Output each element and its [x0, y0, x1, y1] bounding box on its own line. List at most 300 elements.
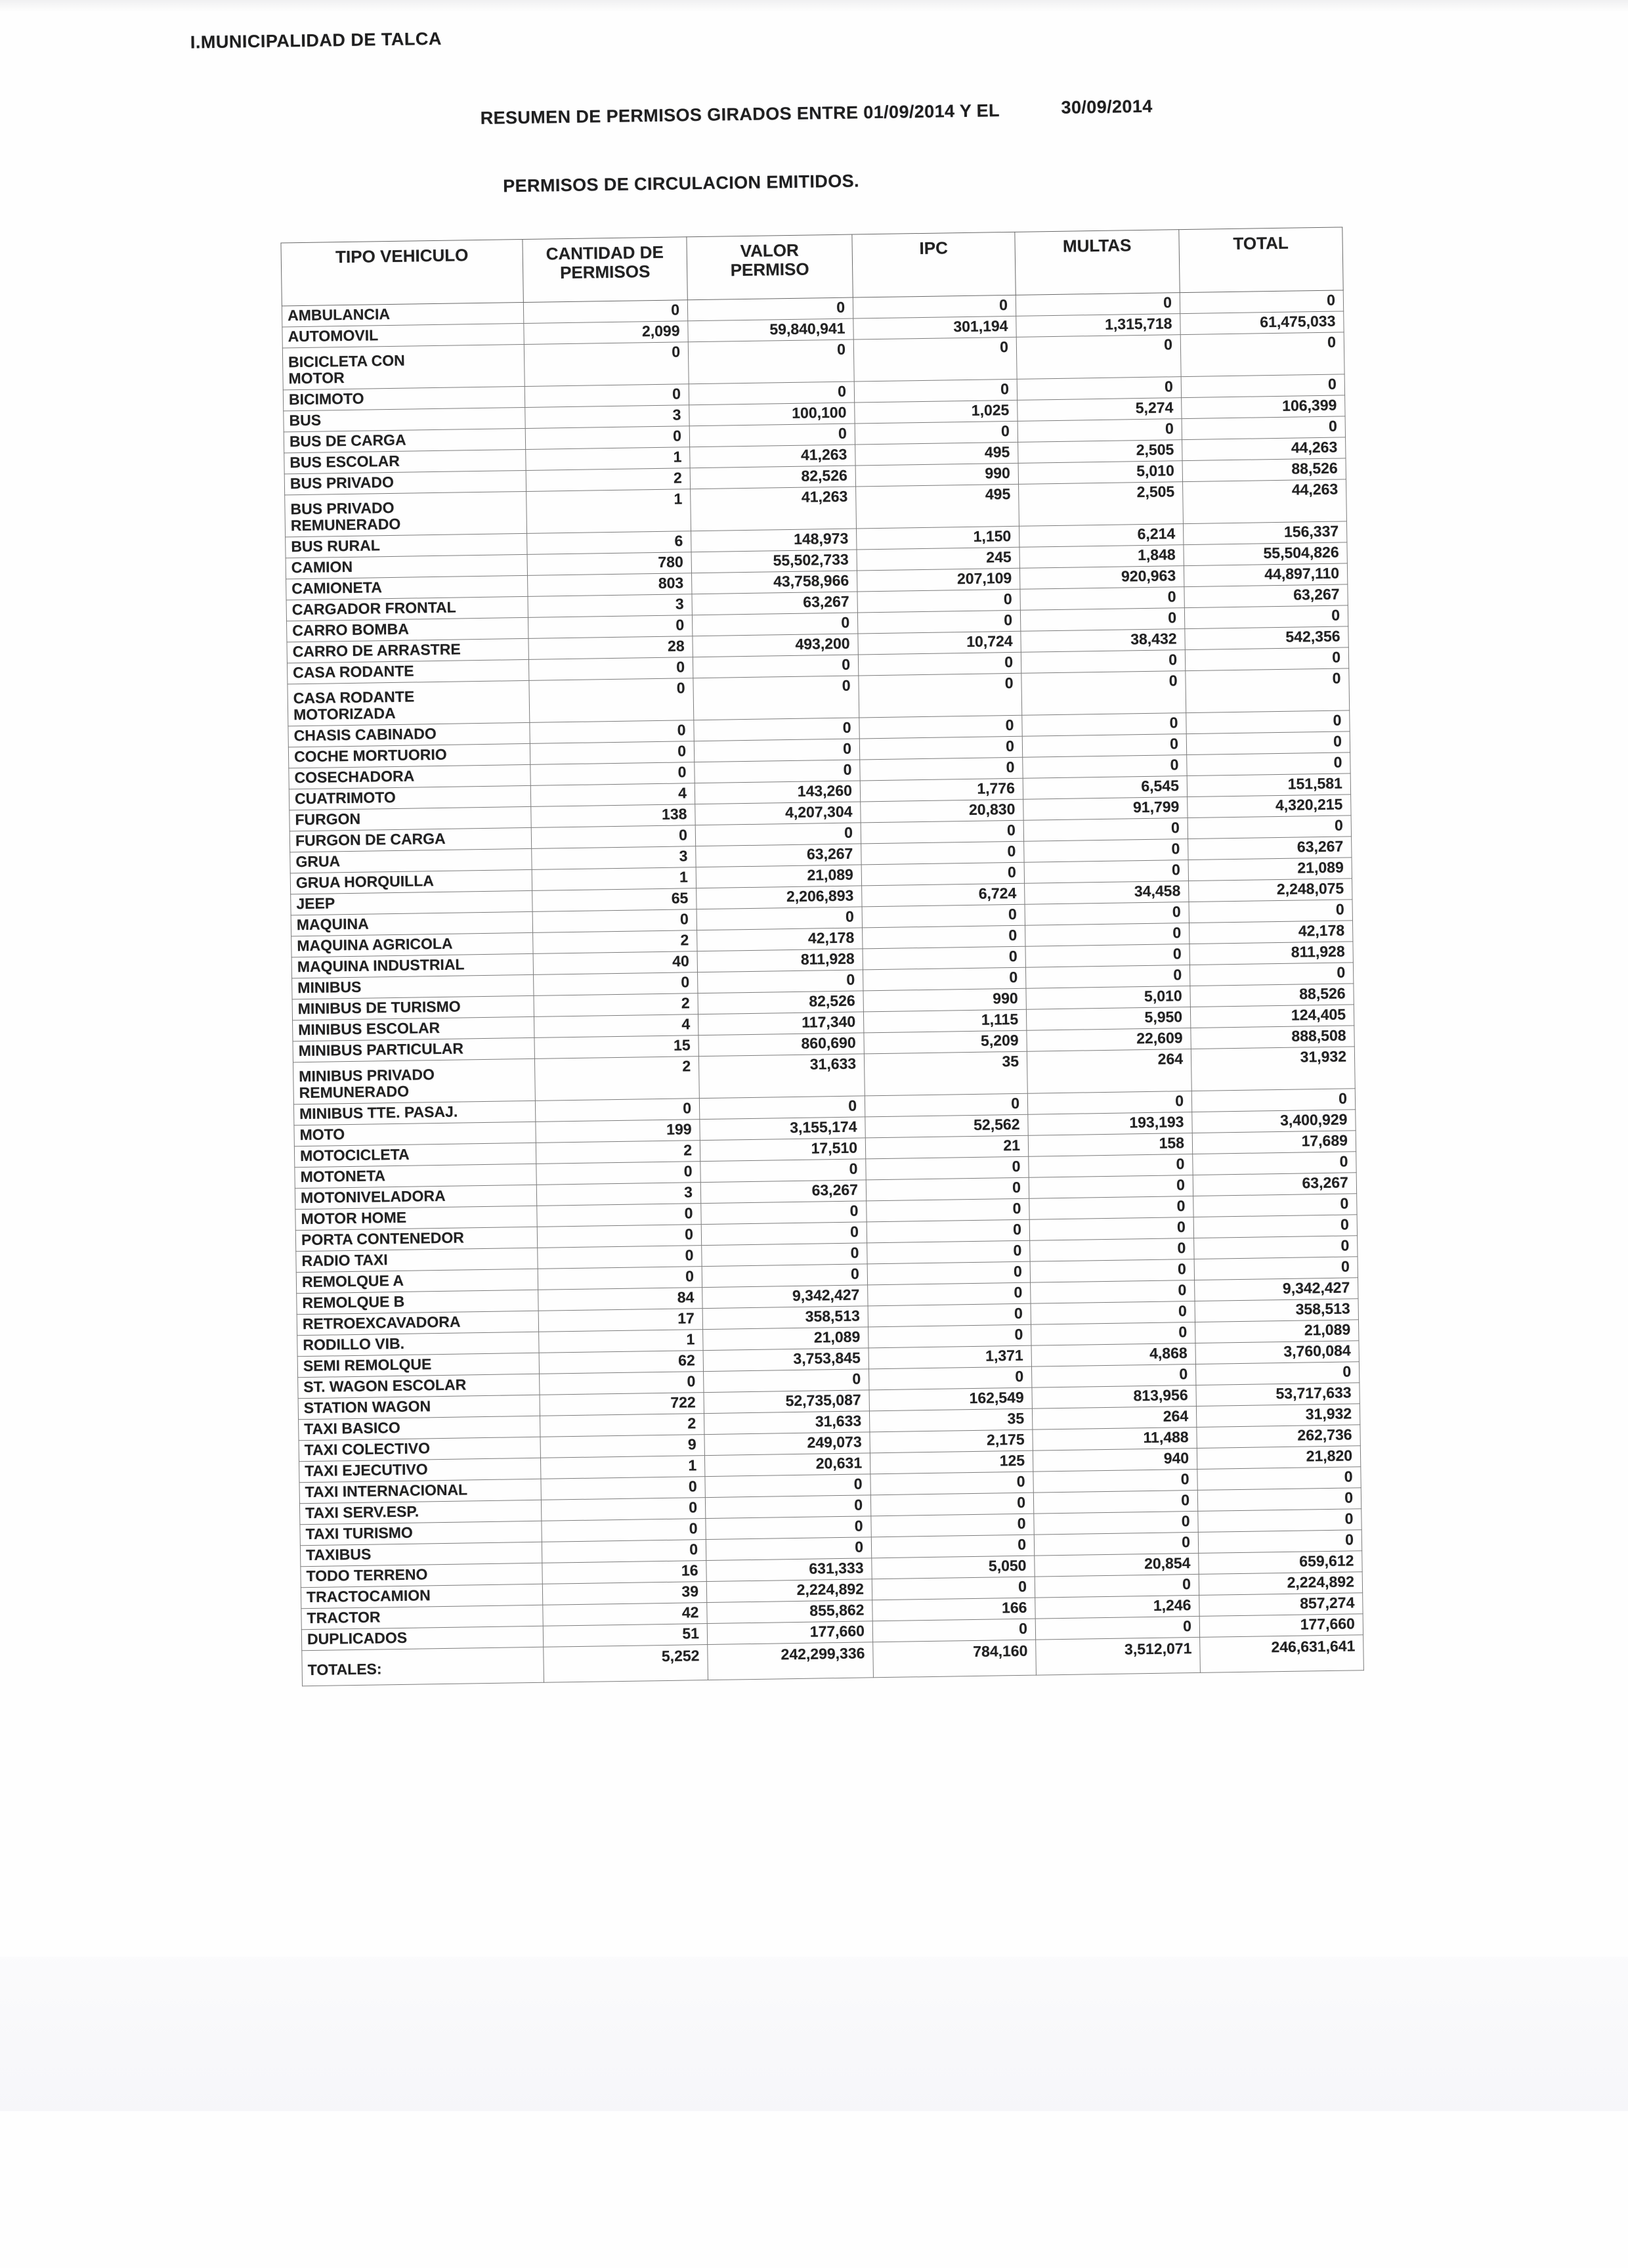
vehicle-type-cell: TAXI COLECTIVO	[299, 1437, 540, 1461]
header-multas: MULTAS	[1015, 230, 1180, 295]
value-cell: 0	[857, 589, 1020, 613]
vehicle-type-cell: CARRO DE ARRASTRE	[287, 638, 528, 663]
value-cell: 20,854	[1035, 1553, 1199, 1577]
value-cell: 166	[872, 1598, 1035, 1621]
value-cell: 0	[857, 610, 1020, 634]
vehicle-type-cell: REMOLQUE B	[297, 1290, 538, 1314]
value-cell: 0	[706, 1516, 871, 1540]
value-cell: 1,371	[868, 1345, 1031, 1369]
value-cell: 207,109	[857, 568, 1019, 592]
value-cell: 1,115	[863, 1009, 1026, 1033]
value-cell: 857,274	[1199, 1593, 1363, 1617]
value-cell: 59,840,941	[688, 318, 853, 342]
value-cell: 1,150	[857, 526, 1019, 550]
value-cell: 0	[1195, 1362, 1359, 1385]
value-cell: 0	[1021, 650, 1185, 674]
value-cell: 0	[858, 652, 1021, 676]
vehicle-type-cell: TOTALES:	[302, 1647, 544, 1686]
value-cell: 1	[539, 1330, 703, 1353]
value-cell: 2	[536, 1141, 700, 1164]
value-cell: 811,928	[697, 949, 863, 972]
value-cell: 42	[543, 1603, 707, 1626]
value-cell: 3,760,084	[1195, 1341, 1359, 1364]
value-cell: 1,848	[1019, 545, 1184, 569]
value-cell: 52,735,087	[704, 1390, 869, 1414]
value-cell: 0	[1185, 647, 1348, 671]
value-cell: 0	[536, 1162, 700, 1185]
value-cell: 55,502,733	[691, 550, 857, 573]
value-cell: 2	[526, 468, 690, 492]
header-tipo-vehiculo: TIPO VEHICULO	[281, 239, 523, 305]
vehicle-type-cell: TAXI EJECUTIVO	[299, 1458, 541, 1482]
value-cell: 493,200	[693, 634, 858, 657]
value-cell: 0	[1187, 752, 1350, 776]
value-cell: 40	[533, 951, 697, 975]
value-cell: 0	[540, 1372, 704, 1395]
value-cell: 0	[525, 384, 689, 408]
value-cell: 0	[868, 1324, 1031, 1348]
value-cell: 0	[1198, 1509, 1361, 1533]
value-cell: 199	[536, 1120, 700, 1143]
value-cell: 0	[1194, 1257, 1358, 1280]
value-cell: 0	[861, 820, 1023, 844]
vehicle-type-cell: CHASIS CABINADO	[288, 722, 530, 747]
value-cell: 0	[696, 907, 862, 930]
permits-summary-table	[280, 227, 1363, 1686]
value-cell: 0	[863, 946, 1025, 970]
value-cell: 0	[524, 342, 689, 387]
value-cell: 242,299,336	[708, 1642, 874, 1680]
value-cell: 0	[1180, 290, 1343, 314]
value-cell: 65	[532, 888, 696, 912]
value-cell: 53,717,633	[1196, 1383, 1360, 1407]
value-cell: 0	[1033, 1469, 1197, 1493]
value-cell: 0	[1021, 671, 1186, 716]
value-cell: 0	[1182, 416, 1345, 440]
value-cell: 2	[534, 1057, 699, 1101]
table-body	[282, 290, 1363, 1686]
value-cell: 0	[1181, 374, 1344, 398]
value-cell: 0	[528, 657, 693, 681]
value-cell: 3	[525, 405, 689, 429]
value-cell: 990	[855, 463, 1018, 487]
vehicle-type-cell: BICIMOTO	[283, 386, 525, 410]
value-cell: 803	[528, 573, 692, 597]
value-cell: 0	[704, 1369, 869, 1393]
value-cell: 0	[698, 970, 863, 993]
value-cell: 6,545	[1023, 776, 1187, 800]
vehicle-type-cell: TAXI SERV.ESP.	[299, 1500, 541, 1524]
value-cell: 52,562	[865, 1114, 1028, 1138]
value-cell: 91,799	[1023, 797, 1188, 821]
value-cell: 21,089	[703, 1327, 868, 1351]
value-cell: 4,320,215	[1188, 795, 1351, 818]
value-cell: 2	[534, 993, 698, 1017]
value-cell: 249,073	[704, 1432, 870, 1456]
value-cell: 88,526	[1182, 458, 1346, 482]
value-cell: 4	[530, 783, 695, 807]
value-cell: 0	[1029, 1154, 1193, 1178]
vehicle-type-cell: GRUA HORQUILLA	[290, 869, 532, 894]
value-cell: 0	[868, 1303, 1031, 1327]
value-cell: 0	[866, 1156, 1029, 1180]
value-cell: 22,609	[1027, 1028, 1191, 1052]
value-cell: 35	[869, 1408, 1032, 1432]
value-cell: 5,209	[864, 1030, 1027, 1054]
value-cell: 0	[872, 1577, 1035, 1600]
value-cell: 0	[1186, 710, 1350, 734]
value-cell: 0	[862, 904, 1025, 928]
value-cell: 0	[1022, 734, 1186, 758]
value-cell: 0	[854, 379, 1017, 403]
value-cell: 860,690	[698, 1033, 864, 1057]
value-cell: 722	[540, 1393, 704, 1416]
value-cell: 0	[531, 825, 695, 849]
value-cell: 28	[528, 636, 693, 660]
value-cell: 82,526	[690, 466, 855, 489]
value-cell: 0	[702, 1243, 867, 1267]
value-cell: 0	[1193, 1194, 1357, 1217]
value-cell: 301,194	[853, 316, 1016, 339]
value-cell: 245	[857, 547, 1019, 571]
value-cell: 0	[701, 1222, 867, 1246]
value-cell: 1	[540, 1456, 704, 1479]
vehicle-type-cell: CASA RODANTE	[287, 659, 528, 684]
value-cell: 0	[1020, 608, 1184, 632]
value-cell: 5,010	[1018, 461, 1182, 485]
value-cell: 2,248,075	[1189, 879, 1352, 902]
value-cell: 62	[539, 1351, 703, 1374]
value-cell: 0	[853, 295, 1016, 318]
value-cell: 0	[1035, 1616, 1199, 1640]
value-cell: 63,267	[1184, 584, 1348, 608]
value-cell: 0	[1030, 1259, 1194, 1282]
vehicle-type-cell: RODILLO VIB.	[297, 1332, 539, 1356]
vehicle-type-cell: SEMI REMOLQUE	[297, 1353, 539, 1377]
value-cell: 3,155,174	[700, 1117, 865, 1141]
value-cell: 20,631	[704, 1453, 870, 1477]
value-cell: 542,356	[1185, 626, 1348, 650]
value-cell: 3,753,845	[703, 1348, 868, 1372]
value-cell: 0	[1023, 818, 1188, 842]
value-cell: 0	[863, 967, 1025, 991]
vehicle-type-cell: BUS PRIVADO	[284, 470, 526, 494]
value-cell: 0	[859, 673, 1022, 718]
value-cell: 17,689	[1192, 1131, 1356, 1154]
value-cell: 0	[1186, 668, 1350, 713]
value-cell: 0	[693, 676, 859, 720]
value-cell: 0	[1025, 944, 1189, 968]
value-cell: 0	[530, 741, 694, 765]
value-cell: 0	[869, 1366, 1032, 1390]
value-cell: 148,973	[691, 529, 857, 552]
value-cell: 0	[1029, 1196, 1193, 1219]
value-cell: 0	[1025, 923, 1189, 947]
value-cell: 0	[1184, 605, 1348, 629]
value-cell: 38,432	[1021, 629, 1185, 653]
value-cell: 10,724	[858, 631, 1021, 655]
value-cell: 0	[525, 426, 689, 450]
value-cell: 0	[1198, 1530, 1361, 1554]
value-cell: 0	[871, 1514, 1034, 1537]
value-cell: 44,263	[1183, 479, 1347, 524]
vehicle-type-cell: TRACTOR	[301, 1605, 543, 1629]
value-cell: 0	[1193, 1152, 1356, 1175]
value-cell: 5,274	[1018, 398, 1182, 422]
value-cell: 0	[871, 1535, 1034, 1558]
value-cell: 659,612	[1199, 1551, 1362, 1575]
value-cell: 5,252	[544, 1645, 708, 1683]
value-cell: 0	[1023, 755, 1187, 779]
vehicle-type-cell: DUPLICADOS	[301, 1626, 543, 1650]
value-cell: 20,830	[861, 799, 1023, 823]
value-cell: 2,505	[1018, 440, 1182, 464]
value-cell: 31,932	[1196, 1404, 1360, 1428]
value-cell: 0	[1017, 377, 1181, 401]
value-cell: 63,267	[692, 592, 857, 615]
vehicle-type-cell: FURGON	[289, 806, 531, 831]
value-cell: 1,315,718	[1016, 314, 1180, 338]
value-cell: 0	[1020, 587, 1184, 611]
value-cell: 0	[1031, 1322, 1195, 1345]
value-cell: 125	[870, 1450, 1033, 1474]
vehicle-type-cell: MOTONIVELADORA	[295, 1185, 536, 1209]
value-cell: 158	[1028, 1133, 1192, 1157]
value-cell: 0	[694, 718, 859, 741]
value-cell: 5,050	[872, 1556, 1035, 1579]
value-cell: 0	[853, 337, 1017, 382]
vehicle-type-cell: BUS ESCOLAR	[284, 449, 526, 473]
vehicle-type-cell: BUS DE CARGA	[284, 428, 525, 452]
value-cell: 246,631,641	[1200, 1635, 1364, 1673]
value-cell: 34,458	[1025, 881, 1189, 905]
value-cell: 0	[1024, 839, 1188, 863]
value-cell: 0	[1016, 293, 1180, 316]
vehicle-type-cell: COCHE MORTUORIO	[288, 743, 530, 768]
value-cell: 4,868	[1031, 1343, 1195, 1366]
report-end-date: 30/09/2014	[1061, 96, 1153, 118]
value-cell: 117,340	[698, 1012, 863, 1036]
header-valor-permiso: VALOR PERMISO	[687, 234, 853, 300]
value-cell: 2,099	[524, 321, 688, 345]
value-cell: 31,633	[698, 1054, 865, 1099]
vehicle-type-cell: AMBULANCIA	[282, 302, 523, 326]
vehicle-type-cell: MINIBUS ESCOLAR	[293, 1016, 534, 1041]
value-cell: 63,267	[700, 1180, 866, 1204]
value-cell: 0	[1197, 1467, 1361, 1491]
value-cell: 0	[1180, 332, 1344, 377]
value-cell: 2,224,892	[706, 1579, 872, 1603]
value-cell: 0	[530, 720, 694, 744]
value-cell: 1,246	[1035, 1595, 1199, 1619]
vehicle-type-cell: BICICLETA CON MOTOR	[282, 344, 525, 389]
value-cell: 0	[541, 1477, 705, 1500]
value-cell: 0	[541, 1498, 705, 1521]
value-cell: 0	[1189, 900, 1352, 923]
value-cell: 0	[535, 1099, 699, 1122]
value-cell: 63,267	[696, 844, 861, 867]
value-cell: 6,214	[1019, 524, 1183, 548]
vehicle-type-cell: MINIBUS	[292, 974, 534, 999]
value-cell: 17,510	[700, 1138, 865, 1162]
vehicle-type-cell: FURGON DE CARGA	[289, 827, 531, 852]
value-cell: 84	[538, 1288, 702, 1311]
vehicle-type-cell: COSECHADORA	[289, 764, 530, 789]
value-cell: 2,505	[1019, 482, 1184, 527]
value-cell: 3	[536, 1183, 700, 1206]
value-cell: 0	[529, 678, 694, 723]
value-cell: 0	[1030, 1238, 1194, 1261]
value-cell: 0	[1031, 1364, 1195, 1387]
header-total: TOTAL	[1179, 227, 1343, 293]
value-cell: 41,263	[691, 487, 857, 531]
value-cell: 61,475,033	[1180, 311, 1344, 335]
report-subtitle: PERMISOS DE CIRCULACION EMITIDOS.	[503, 171, 860, 196]
value-cell: 0	[867, 1240, 1030, 1264]
value-cell: 143,260	[695, 781, 860, 804]
vehicle-type-cell: TAXI TURISMO	[300, 1521, 542, 1545]
vehicle-type-cell: TAXIBUS	[300, 1542, 542, 1566]
value-cell: 0	[1188, 816, 1351, 839]
value-cell: 0	[1189, 963, 1353, 986]
value-cell: 811,928	[1189, 942, 1353, 965]
value-cell: 63,267	[1193, 1173, 1356, 1196]
vehicle-type-cell: MOTOR HOME	[295, 1206, 537, 1230]
value-cell: 0	[868, 1282, 1031, 1306]
value-cell: 2,175	[870, 1429, 1033, 1453]
value-cell: 0	[695, 823, 861, 846]
value-cell: 264	[1032, 1406, 1196, 1429]
value-cell: 264	[1027, 1049, 1191, 1094]
value-cell: 16	[542, 1561, 706, 1584]
value-cell: 0	[538, 1267, 702, 1290]
vehicle-type-cell: TRACTOCAMION	[301, 1584, 542, 1608]
organization-name: I.MUNICIPALIDAD DE TALCA	[190, 28, 442, 53]
value-cell: 2,206,893	[696, 886, 862, 909]
value-cell: 63,267	[1188, 837, 1352, 860]
value-cell: 21,089	[696, 865, 861, 888]
vehicle-type-cell: MOTO	[294, 1122, 536, 1146]
value-cell: 0	[693, 655, 858, 678]
value-cell: 0	[870, 1493, 1033, 1516]
value-cell: 0	[1034, 1511, 1198, 1535]
value-cell: 6	[527, 531, 691, 555]
value-cell: 262,736	[1197, 1425, 1360, 1449]
value-cell: 9,342,427	[702, 1285, 868, 1309]
value-cell: 888,508	[1191, 1026, 1354, 1049]
vehicle-type-cell: CAMION	[286, 554, 527, 578]
value-cell: 0	[701, 1201, 867, 1225]
value-cell: 2	[540, 1414, 704, 1437]
vehicle-type-cell: MAQUINA INDUSTRIAL	[291, 953, 533, 978]
value-cell: 0	[1016, 335, 1181, 380]
value-cell: 0	[1194, 1236, 1358, 1259]
vehicle-type-cell: TAXI BASICO	[299, 1416, 540, 1440]
value-cell: 42,178	[1189, 921, 1352, 944]
value-cell: 4	[534, 1014, 698, 1038]
value-cell: 990	[863, 988, 1026, 1012]
value-cell: 1	[526, 447, 690, 471]
vehicle-type-cell: RETROEXCAVADORA	[297, 1311, 538, 1335]
value-cell: 151,581	[1187, 774, 1350, 797]
value-cell: 0	[866, 1177, 1029, 1201]
value-cell: 0	[872, 1619, 1035, 1642]
value-cell: 162,549	[869, 1387, 1032, 1411]
value-cell: 0	[865, 1093, 1027, 1117]
value-cell: 5,010	[1026, 986, 1190, 1010]
value-cell: 0	[532, 909, 696, 933]
vehicle-type-cell: RADIO TAXI	[296, 1248, 538, 1272]
value-cell: 0	[689, 382, 854, 405]
value-cell: 784,160	[873, 1640, 1037, 1678]
value-cell: 55,504,826	[1184, 542, 1347, 566]
vehicle-type-cell: REMOLQUE A	[296, 1269, 538, 1293]
value-cell: 0	[1027, 1091, 1191, 1115]
vehicle-type-cell: BUS	[284, 407, 525, 431]
value-cell: 0	[705, 1474, 870, 1498]
value-cell: 0	[537, 1225, 701, 1248]
value-cell: 0	[1025, 965, 1189, 989]
value-cell: 44,263	[1182, 437, 1346, 461]
vehicle-type-cell: MINIBUS PRIVADO REMUNERADO	[293, 1058, 535, 1104]
value-cell: 0	[538, 1246, 702, 1269]
value-cell: 100,100	[689, 403, 855, 426]
value-cell: 0	[695, 760, 860, 783]
value-cell: 0	[537, 1204, 701, 1227]
value-cell: 177,660	[707, 1621, 872, 1645]
value-cell: 0	[528, 615, 692, 639]
value-cell: 0	[860, 757, 1023, 781]
value-cell: 0	[523, 300, 687, 324]
vehicle-type-cell: AUTOMOVIL	[282, 323, 524, 347]
value-cell: 920,963	[1019, 566, 1184, 590]
value-cell: 35	[864, 1051, 1027, 1096]
vehicle-type-cell: MINIBUS PARTICULAR	[293, 1037, 534, 1062]
value-cell: 1	[532, 867, 696, 891]
vehicle-type-cell: BUS RURAL	[286, 533, 527, 557]
vehicle-type-cell: TODO TERRENO	[301, 1563, 542, 1587]
value-cell: 9,342,427	[1195, 1278, 1358, 1301]
value-cell: 21	[865, 1135, 1028, 1159]
value-cell: 2,224,892	[1199, 1572, 1362, 1596]
value-cell: 177,660	[1199, 1614, 1363, 1638]
vehicle-type-cell: ST. WAGON ESCOLAR	[298, 1374, 540, 1398]
value-cell: 0	[1025, 902, 1189, 926]
value-cell: 0	[1022, 713, 1186, 737]
vehicle-type-cell: CAMIONETA	[286, 575, 528, 600]
vehicle-type-cell: CUATRIMOTO	[289, 785, 530, 810]
value-cell: 4,207,304	[695, 802, 861, 825]
value-cell: 0	[705, 1495, 870, 1519]
value-cell: 0	[859, 736, 1022, 760]
value-cell: 41,263	[690, 445, 855, 468]
value-cell: 0	[688, 339, 854, 384]
value-cell: 813,956	[1032, 1385, 1196, 1408]
value-cell: 855,862	[707, 1600, 872, 1624]
value-cell: 9	[540, 1435, 704, 1458]
value-cell: 0	[706, 1537, 871, 1561]
value-cell: 0	[861, 862, 1024, 886]
value-cell: 39	[542, 1582, 706, 1605]
value-cell: 17	[538, 1309, 702, 1332]
value-cell: 88,526	[1190, 984, 1354, 1007]
value-cell: 1,025	[855, 400, 1018, 424]
header-ipc: IPC	[852, 232, 1016, 297]
vehicle-type-cell: MAQUINA	[291, 911, 532, 936]
value-cell: 1,776	[860, 778, 1023, 802]
value-cell: 0	[702, 1264, 867, 1288]
value-cell: 0	[863, 925, 1025, 949]
